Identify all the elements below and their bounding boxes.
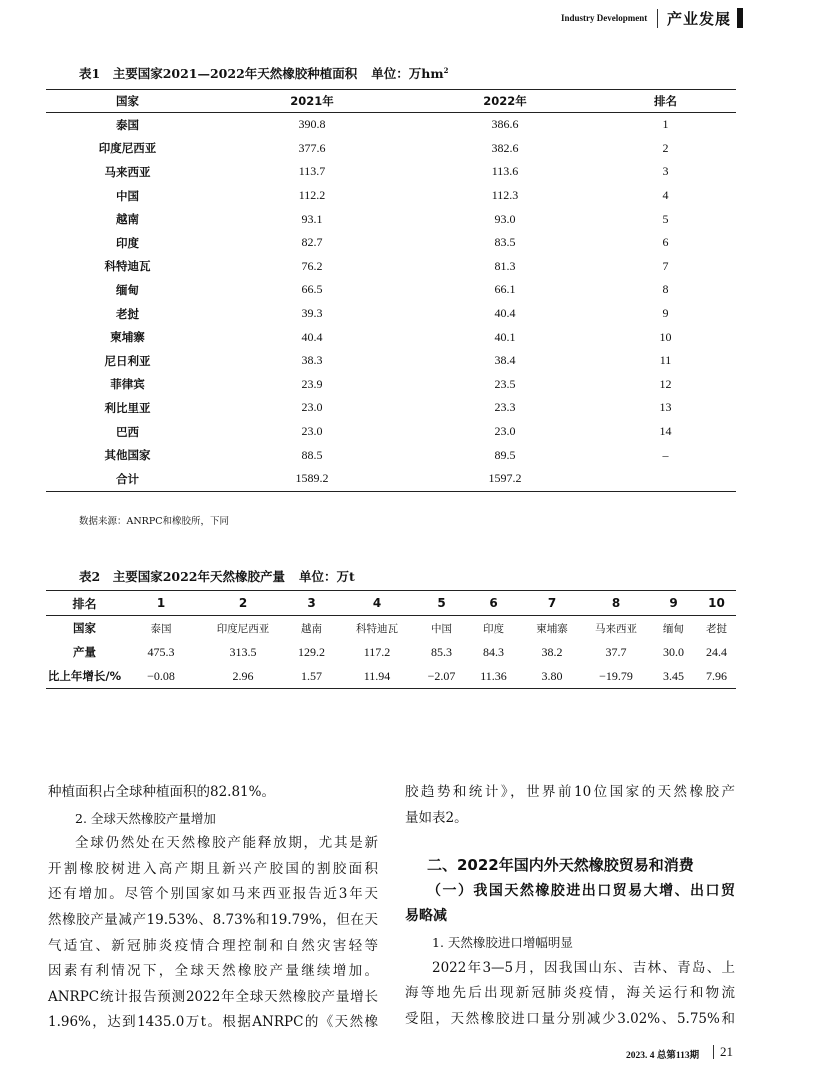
table-row bbox=[46, 373, 736, 397]
cell-country: 马来西亚 bbox=[595, 622, 637, 635]
subsection-heading: （一）我国天然橡胶进出口贸易大增、出口贸 bbox=[427, 882, 735, 899]
cell-growth: 11.36 bbox=[465, 664, 522, 689]
table-row bbox=[46, 325, 736, 349]
row-header: 国家 bbox=[73, 621, 96, 635]
section-heading: 二、2022年国内外天然橡胶贸易和消费 bbox=[427, 856, 694, 875]
table-row bbox=[46, 207, 736, 231]
cell-area-2022: 93.0 bbox=[494, 211, 516, 226]
cell-area-2021: 39.3 bbox=[301, 306, 323, 321]
cell-rank: 11 bbox=[659, 353, 672, 368]
subsection-heading: 1. 天然橡胶进口增幅明显 bbox=[432, 934, 573, 950]
cell-rank: 4 bbox=[336, 591, 418, 616]
table2-title: 表2 主要国家2022年天然橡胶产量 bbox=[79, 569, 285, 584]
body-column-right bbox=[405, 780, 735, 1032]
cell-area-2022: 83.5 bbox=[494, 235, 516, 250]
table1-col-2022: 2022年 bbox=[415, 90, 595, 113]
cell-country: 老挝 bbox=[116, 306, 139, 321]
cell-country: 泰国 bbox=[116, 117, 139, 132]
paragraph-line: 气适宜、新冠肺炎疫情合理控制和自然灾害轻等 bbox=[48, 937, 378, 954]
cell-area-2021: 23.0 bbox=[301, 400, 323, 415]
subsection-heading-cont: 易略减 bbox=[405, 908, 447, 925]
cell-growth: 7.96 bbox=[697, 664, 736, 689]
cell-rank: 8 bbox=[662, 282, 669, 297]
table-row bbox=[46, 231, 736, 255]
table-row bbox=[46, 278, 736, 302]
cell-area-2021: 38.3 bbox=[301, 353, 323, 368]
paragraph-line: 种植面积占全球种植面积的82.81%。 bbox=[48, 784, 275, 800]
cell-rank: 5 bbox=[418, 591, 465, 616]
cell-output: 313.5 bbox=[229, 644, 257, 659]
cell-output: 37.7 bbox=[605, 644, 627, 659]
cell-country: 越南 bbox=[301, 622, 322, 635]
cell-rank: 3 bbox=[662, 164, 669, 179]
cell-country: 老挝 bbox=[706, 622, 727, 635]
cell-country: 越南 bbox=[116, 212, 139, 227]
cell-area-2021: 76.2 bbox=[301, 258, 323, 273]
cell-country: 中国 bbox=[431, 622, 452, 635]
cell-country: 马来西亚 bbox=[104, 164, 151, 179]
cell-area-2021: 40.4 bbox=[301, 329, 323, 344]
table1-col-rank: 排名 bbox=[595, 90, 736, 113]
table-row bbox=[46, 396, 736, 420]
table1-unit: 单位：万$hm^2$ bbox=[371, 65, 449, 81]
paragraph-line: 量如表2。 bbox=[405, 809, 468, 826]
paragraph-line: ANRPC统计报告预测2022年全球天然橡胶产量增长 bbox=[48, 988, 378, 1005]
cell-output: 84.3 bbox=[483, 644, 504, 659]
cell-area-2022: 113.6 bbox=[491, 164, 519, 179]
cell-growth: −19.79 bbox=[582, 664, 650, 689]
cell-growth: 3.80 bbox=[522, 664, 582, 689]
table1-caption bbox=[79, 64, 448, 82]
paragraph-line: 还有增加。尽管个别国家如马来西亚报告近3年天 bbox=[48, 886, 378, 903]
cell-country: 巴西 bbox=[116, 424, 139, 439]
row-header: 产量 bbox=[73, 645, 96, 659]
paragraph-line: 1.96%，达到1435.0万t。根据ANRPC的《天然橡 bbox=[48, 1014, 378, 1031]
cell-rank: 8 bbox=[582, 591, 650, 616]
cell-area-2022: 112.3 bbox=[491, 188, 519, 203]
cell-country: 印度 bbox=[116, 235, 139, 250]
paragraph-line: 然橡胶产量减产19.53%、8.73%和19.79%，但在天 bbox=[48, 911, 378, 928]
cell-area-2021: 66.5 bbox=[301, 282, 323, 297]
cell-area-2022: 40.4 bbox=[494, 306, 516, 321]
cell-rank: 2 bbox=[199, 591, 287, 616]
cell-area-2021: 1589.2 bbox=[209, 467, 415, 491]
cell-country: 利比里亚 bbox=[104, 400, 151, 415]
cell-country: 缅甸 bbox=[663, 622, 684, 635]
cell-area-2021: 377.6 bbox=[298, 140, 326, 155]
table1-title: 表1 主要国家2021—2022年天然橡胶种植面积 bbox=[79, 66, 358, 81]
table-row bbox=[46, 420, 736, 444]
cell-country: 合计 bbox=[46, 467, 209, 491]
cell-area-2021: 113.7 bbox=[298, 164, 326, 179]
footer-issue: 2023. 4 总第113期 bbox=[626, 1051, 700, 1061]
cell-output: 475.3 bbox=[147, 644, 175, 659]
cell-area-2022: 40.1 bbox=[494, 329, 516, 344]
cell-rank: 6 bbox=[465, 591, 522, 616]
cell-area-2021: 88.5 bbox=[301, 447, 323, 462]
cell-area-2022: 386.6 bbox=[491, 117, 519, 132]
table-row bbox=[46, 137, 736, 161]
cell-area-2021: 82.7 bbox=[301, 235, 323, 250]
cell-country: 印度尼西亚 bbox=[98, 141, 157, 156]
cell-country: 中国 bbox=[116, 188, 139, 203]
cell-area-2022: 23.3 bbox=[494, 400, 516, 415]
paragraph-line: 开割橡胶树进入高产期且新兴产胶国的割胶面积 bbox=[48, 860, 378, 877]
body-column-left bbox=[48, 780, 378, 1036]
cell-output: 129.2 bbox=[298, 644, 325, 659]
cell-area-2021: 23.9 bbox=[301, 376, 323, 391]
table-row bbox=[46, 255, 736, 279]
cell-area-2022: 23.0 bbox=[494, 424, 516, 439]
cell-area-2022: 81.3 bbox=[494, 258, 516, 273]
cell-rank: 7 bbox=[522, 591, 582, 616]
cell-country: 菲律宾 bbox=[110, 377, 145, 392]
cell-area-2021: 23.0 bbox=[301, 424, 323, 439]
cell-country: 泰国 bbox=[150, 622, 172, 635]
table2-caption bbox=[79, 567, 355, 585]
table-row bbox=[46, 113, 736, 137]
cell-rank: 9 bbox=[650, 591, 697, 616]
cell-country: 印度 bbox=[483, 622, 504, 635]
paragraph-line: 胶趋势和统计》，世界前10位国家的天然橡胶产 bbox=[405, 784, 735, 800]
table2-growth-row bbox=[46, 664, 736, 689]
table2-unit: 单位：万t bbox=[299, 569, 355, 584]
cell-output: 117.2 bbox=[363, 644, 391, 659]
table-row bbox=[46, 302, 736, 326]
cell-rank: 1 bbox=[123, 591, 199, 616]
cell-rank: 7 bbox=[662, 258, 669, 273]
running-header-en: Industry Development bbox=[561, 13, 648, 23]
paragraph-line: 2022年3—5月，因我国山东、吉林、青岛、上 bbox=[432, 959, 735, 976]
row-header: 比上年增长/% bbox=[46, 664, 123, 689]
paragraph-line: 受阻，天然橡胶进口量分别减少3.02%、5.75%和 bbox=[405, 1010, 735, 1027]
cell-area-2021: 390.8 bbox=[298, 117, 326, 132]
table2-rank-row bbox=[46, 591, 736, 616]
cell-rank: 6 bbox=[662, 235, 669, 250]
cell-rank: – bbox=[662, 447, 669, 462]
cell-rank: 3 bbox=[287, 591, 336, 616]
cell-country: 科特迪瓦 bbox=[104, 259, 151, 274]
cell-output: 38.2 bbox=[541, 644, 563, 659]
table1-planting-area bbox=[46, 89, 736, 492]
cell-area-2022: 382.6 bbox=[491, 140, 519, 155]
running-header-cn: 产业发展 bbox=[667, 10, 732, 28]
header-bar-mark bbox=[737, 8, 743, 28]
cell-rank: 10 bbox=[697, 591, 736, 616]
cell-country: 缅甸 bbox=[116, 282, 139, 297]
table-row bbox=[46, 184, 736, 208]
cell-growth: 3.45 bbox=[650, 664, 697, 689]
cell-area-2022: 38.4 bbox=[494, 353, 516, 368]
cell-rank: 14 bbox=[659, 424, 672, 439]
cell-country: 尼日利亚 bbox=[104, 353, 151, 368]
table1-header-row bbox=[46, 90, 736, 113]
cell-rank: 9 bbox=[662, 306, 669, 321]
subsection-heading: 2. 全球天然橡胶产量增加 bbox=[75, 810, 216, 826]
cell-rank: 2 bbox=[662, 140, 669, 155]
cell-growth: −0.08 bbox=[123, 664, 199, 689]
cell-rank: 13 bbox=[659, 400, 672, 415]
cell-output: 85.3 bbox=[431, 644, 452, 659]
cell-country: 印度尼西亚 bbox=[216, 622, 270, 635]
cell-output: 24.4 bbox=[706, 644, 727, 659]
table-row bbox=[46, 160, 736, 184]
cell-output: 30.0 bbox=[663, 644, 684, 659]
cell-rank: 5 bbox=[662, 211, 669, 226]
cell-rank: 10 bbox=[659, 329, 672, 344]
cell-area-2022: 1597.2 bbox=[415, 467, 595, 491]
header-divider bbox=[657, 9, 658, 28]
cell-growth: 1.57 bbox=[287, 664, 336, 689]
table-row bbox=[46, 467, 736, 491]
table2-country-row bbox=[46, 616, 736, 641]
cell-area-2021: 112.2 bbox=[298, 188, 326, 203]
table-row bbox=[46, 443, 736, 467]
table2-output-row bbox=[46, 640, 736, 664]
footer-divider bbox=[713, 1045, 714, 1059]
cell-growth: 11.94 bbox=[336, 664, 418, 689]
cell-rank bbox=[595, 467, 736, 491]
table1-col-country: 国家 bbox=[46, 90, 209, 113]
table1-col-2021: 2021年 bbox=[209, 90, 415, 113]
cell-area-2021: 93.1 bbox=[301, 211, 323, 226]
paragraph-line: 海等地先后出现新冠肺炎疫情，海关运行和物流 bbox=[405, 985, 735, 1002]
data-source-note: 数据来源：ANRPC和橡胶所，下同 bbox=[79, 516, 229, 527]
cell-growth: −2.07 bbox=[418, 664, 465, 689]
cell-rank: 12 bbox=[659, 376, 672, 391]
cell-area-2022: 89.5 bbox=[494, 447, 516, 462]
cell-country: 柬埔寨 bbox=[110, 330, 145, 345]
table2-production bbox=[46, 590, 736, 689]
cell-country: 柬埔寨 bbox=[536, 622, 568, 635]
page-number: 21 bbox=[720, 1044, 733, 1059]
paragraph-line: 全球仍然处在天然橡胶产能释放期，尤其是新 bbox=[75, 835, 378, 852]
row-header: 排名 bbox=[46, 591, 123, 616]
cell-country: 其他国家 bbox=[104, 448, 151, 463]
cell-area-2022: 66.1 bbox=[494, 282, 516, 297]
cell-rank: 1 bbox=[662, 117, 669, 132]
cell-rank: 4 bbox=[662, 188, 669, 203]
table-row bbox=[46, 349, 736, 373]
cell-area-2022: 23.5 bbox=[494, 376, 516, 391]
paragraph-line: 因素有利情况下，全球天然橡胶产量继续增加。 bbox=[48, 963, 378, 980]
cell-growth: 2.96 bbox=[199, 664, 287, 689]
cell-country: 科特迪瓦 bbox=[356, 622, 398, 635]
